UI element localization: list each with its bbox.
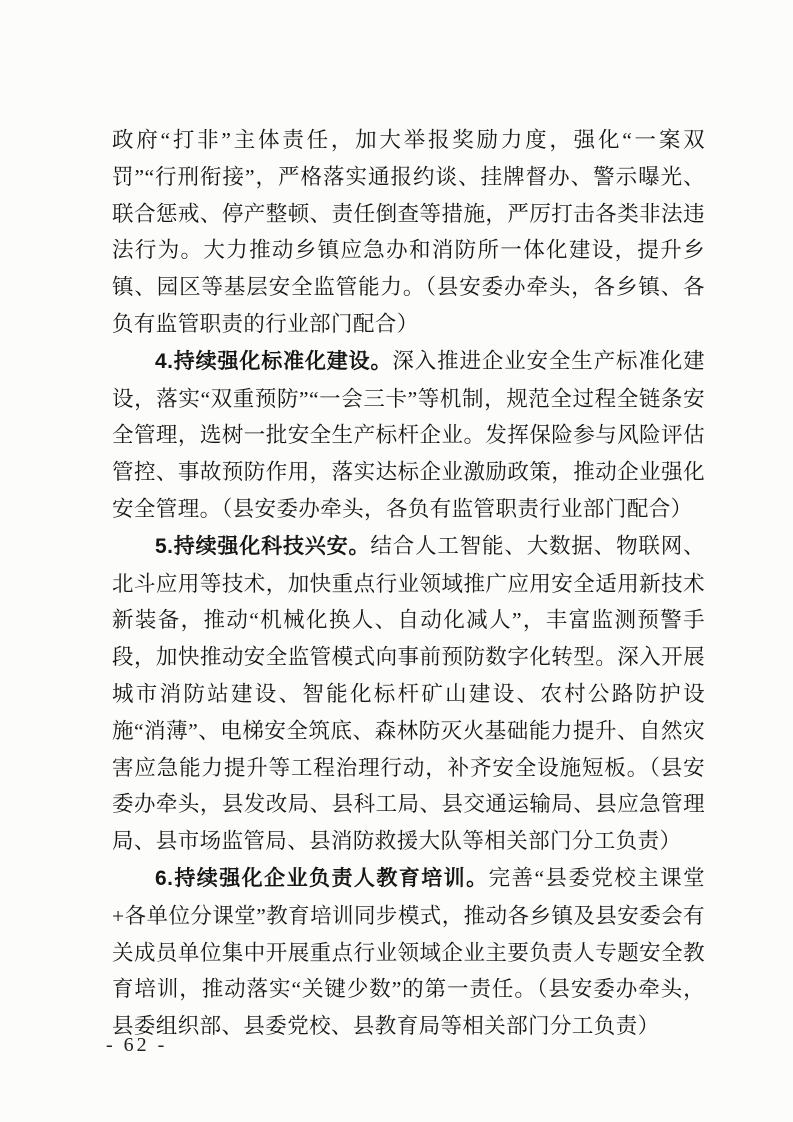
paragraph-item-6: [112, 860, 705, 1045]
paragraph-text: 政府“打非”主体责任，加大举报奖励力度，强化“一案双罚”“行刑衔接”，严格落实通报约谈、挂牌督办、警示曝光、联合惩戒、停产整顿、责任倒查等措施，严厉打击各类非法违法行为。大力推动乡镇应急办和消防所一体化建设，提升乡镇、园区等基层安全监管能力。（县安委办牵头，各乡镇、各负有监管职责的行业部门配合）: [112, 128, 705, 336]
paragraph-item-4: [112, 343, 705, 528]
paragraph-heading: 4.持续强化标准化建设。: [155, 349, 393, 373]
paragraph-text: 完善“县委党校主课堂+各单位分课堂”教育培训同步模式，推动各乡镇及县安委会有关成员单位集中开展重点行业领域企业主要负责人专题安全教育培训，推动落实“关键少数”的第一责任。（县安委办牵头，县委组织部、县委党校、县教育局等相关部门分工负责）: [112, 865, 705, 1039]
paragraph-heading: 5.持续强化科技兴安。: [155, 534, 371, 558]
document-body: [112, 122, 705, 1045]
paragraph-text: 结合人工智能、大数据、物联网、北斗应用等技术，加快重点行业领域推广应用安全适用新技术新装备，推动“机械化换人、自动化减人”，丰富监测预警手段，加快推动安全监管模式向事前预防数字化转型。深入开展城市消防站建设、智能化标杆矿山建设、农村公路防护设施“消薄”、电梯安全筑底、森林防灭火基础能力提升、自然灾害应急能力提升等工程治理行动，补齐安全设施短板。（县安委办牵头，县发改局、县科工局、县交通运输局、县应急管理局、县市场监管局、县消防救援大队等相关部门分工负责）: [112, 533, 705, 854]
paragraph-text: 深入推进企业安全生产标准化建设，落实“双重预防”“一会三卡”等机制，规范全过程全链条安全管理，选树一批安全生产标杆企业。发挥保险参与风险评估管控、事故预防作用，落实达标企业激励政策，推动企业强化安全管理。（县安委办牵头，各负有监管职责行业部门配合）: [112, 348, 705, 521]
paragraph-continuation: [112, 122, 705, 343]
paragraph-heading: 6.持续强化企业负责人教育培训。: [155, 866, 489, 890]
paragraph-item-5: [112, 528, 705, 860]
page-number: - 62 -: [106, 1034, 168, 1056]
